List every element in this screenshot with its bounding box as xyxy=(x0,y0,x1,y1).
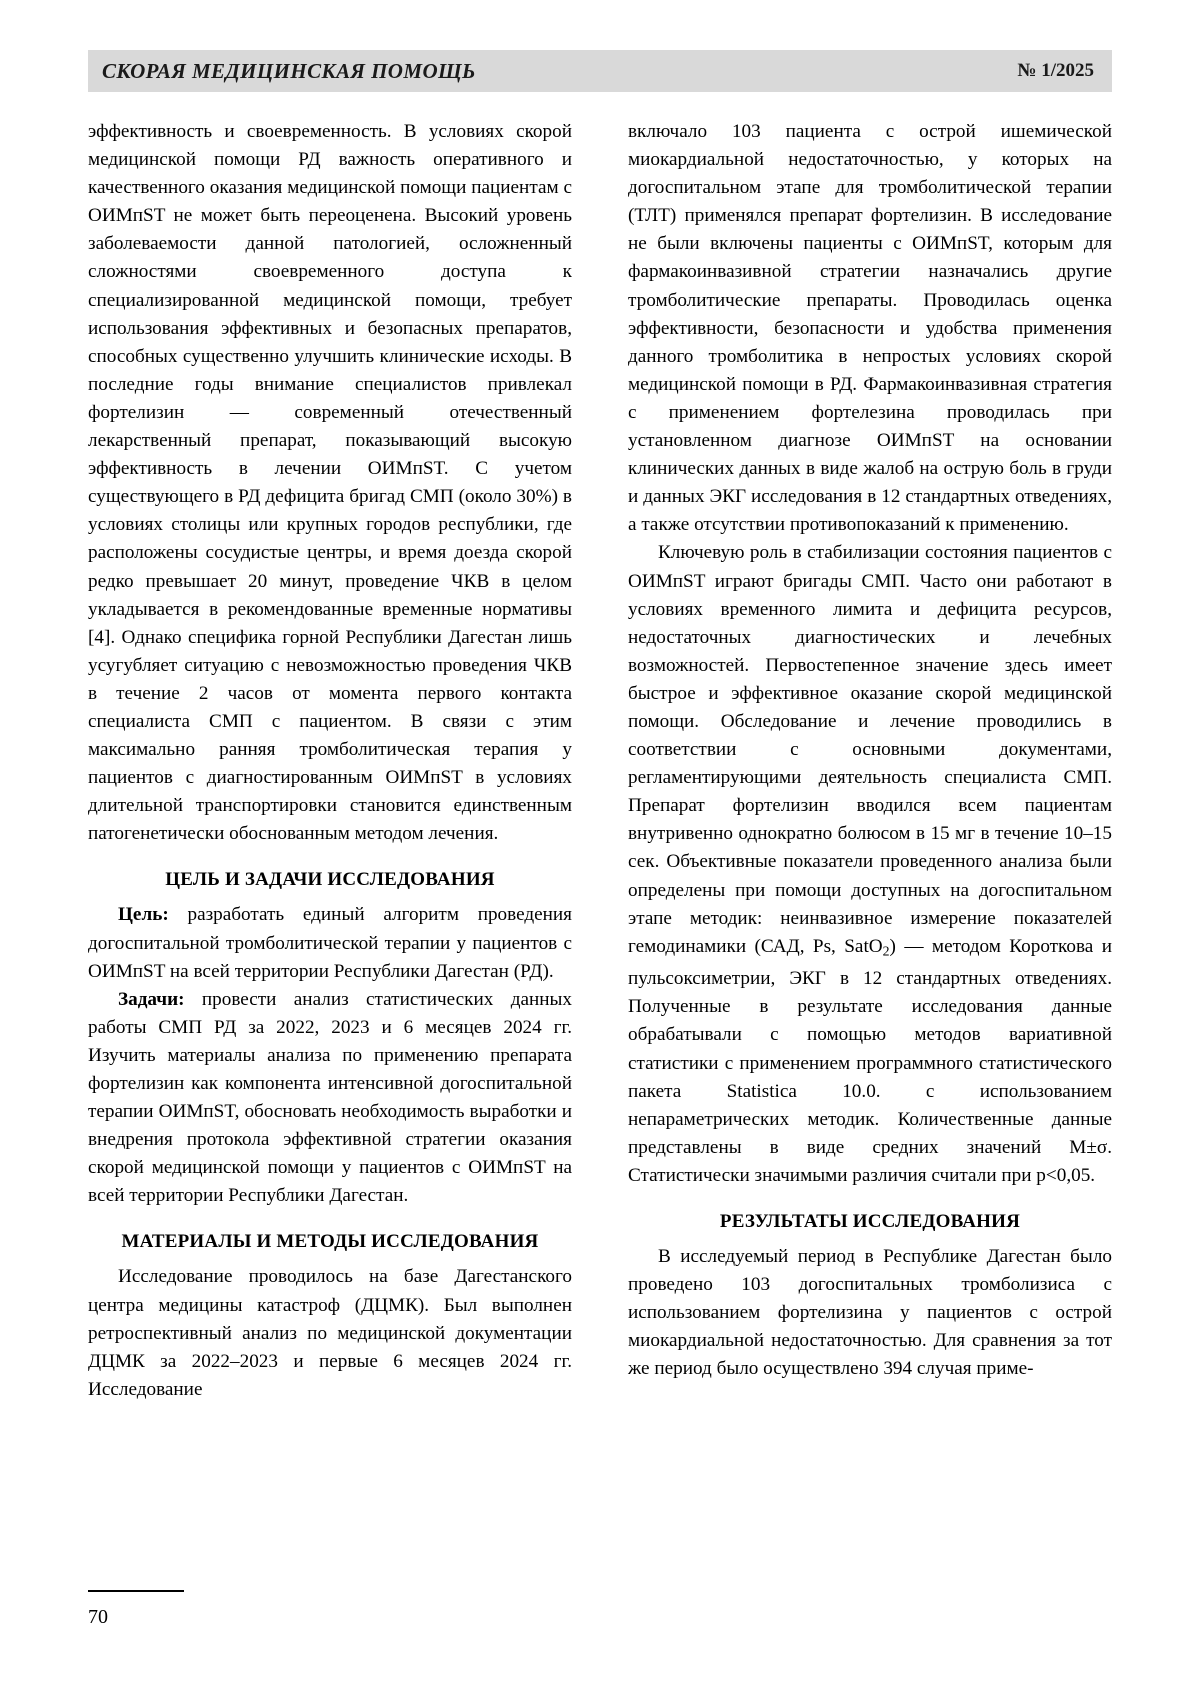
heading-results: РЕЗУЛЬТАТЫ ИССЛЕДОВАНИЯ xyxy=(719,1211,1021,1233)
left-column xyxy=(88,118,572,1404)
right-column xyxy=(628,118,1112,1404)
sato2-subscript: 2 xyxy=(882,943,890,959)
tasks-text: провести анализ статистических данных работы СМП РД за 2022, 2023 и 6 месяцев 2024 гг. Изучить материалы анализа по применению препарата фортелизин как компонента интенсивной догоспитальной терапии ОИМпST, обосновать необходимость выработки и внедрения протокола эффективной стратегии оказания скорой медицинской помощи у пациентов с ОИМпST на всей территории Республики Дагестан. xyxy=(88,988,572,1207)
paragraph-continued: эффективность и своевременность. В условиях скорой медицинской помощи РД важность оперативного и качественного оказания медицинской помощи пациентам с ОИМпST не может быть переоценена. Высокий уровень заболеваемости данной патологией, осложненный сложностями своевременного доступа к специализированной медицинской помощи, требует использования эффективных и безопасных препаратов, способных существенно улучшить клинические исходы. В последние годы внимание специалистов привлекал фортелизин — современный отечественный лекарственный препарат, показывающий высокую эффективность в лечении ОИМпST. С учетом существующего в РД дефицита бригад СМП (около 30%) в условиях столицы или крупных городов республики, где расположены сосудистые центры, и время доезда скорой редко превышает 20 минут, проведение ЧКВ в целом укладывается в рекомендованные временные нормативы [4]. Однако специфика горной Республики Дагестан лишь усугубляет ситуацию с невозможностью проведения ЧКВ в течение 2 часов от момента первого контакта специалиста СМП с пациентом. В связи с этим максимально ранняя тромболитическая терапия у пациентов с диагностированным ОИМпST в условиях длительной транспортировки становится единственным патогенетически обоснованным методом лечения. xyxy=(88,121,572,845)
two-column-body xyxy=(88,118,1112,1404)
methods-text-part1: Ключевую роль в стабилизации состояния пациентов с ОИМпST играют бригады СМП. Часто они работают в условиях временного лимита и дефицита ресурсов, недостаточных диагностических и лечебных возможностей. Первостепенное значение здесь имеет быстрое и эффективное оказание скорой медицинской помощи. Обследование и лечение проводились в соответствии с основными документами, регламентирующими деятельность специалиста СМП. Препарат фортелизин вводился всем пациентам внутривенно однократно болюсом в 15 мг в течение 10–15 сек. Объективные показатели проведенного анализа были определены при помощи доступных на догоспитальном этапе методик: неинвазивное измерение показателей гемодинамики (САД, Ps, SatO xyxy=(628,542,1112,957)
paragraph-materials: Исследование проводилось на базе Дагестанского центра медицины катастроф (ДЦМК). Был выполнен ретроспективный анализ по медицинской документации ДЦМК за 2022–2023 и первые 6 месяцев 2024 гг. Исследование xyxy=(88,1266,572,1400)
heading-goal-and-tasks: ЦЕЛЬ И ЗАДАЧИ ИССЛЕДОВАНИЯ xyxy=(165,869,495,891)
page-header xyxy=(88,50,1112,92)
tasks-label: Задачи: xyxy=(118,988,185,1010)
paragraph-study-inclusion: включало 103 пациента с острой ишемической миокардиальной недостаточностью, у которых на догоспитальном этапе для тромболитической терапии (ТЛТ) применялся препарат фортелизин. В исследование не были включены пациенты с ОИМпST, которым для фармакоинвазивной стратегии назначались другие тромболитические препараты. Проводилась оценка эффективности, безопасности и удобства применения данного тромболитика в непростых условиях скорой медицинской помощи в РД. Фармакоинвазивная стратегия с применением фортелезина проводилась при установленном диагнозе ОИМпST на основании клинических данных в виде жалоб на острую боль в груди и данных ЭКГ исследования в 12 стандартных отведениях, а также отсутствии противопоказаний к применению. xyxy=(628,121,1112,536)
goal-label: Цель: xyxy=(118,904,169,926)
footer-divider xyxy=(88,1590,184,1592)
page-footer xyxy=(88,1590,1112,1629)
paragraph-results: В исследуемый период в Республике Дагестан было проведено 103 догоспитальных тромболизиса с использованием фортелизина у пациентов с острой миокардиальной недостаточностью. Для сравнения за тот же период было осуществлено 394 случая приме- xyxy=(628,1246,1112,1380)
goal-text: разработать единый алгоритм проведения догоспитальной тромболитической терапии у пациентов с ОИМпST на всей территории Республики Дагестан (РД). xyxy=(88,904,572,982)
paragraph-tasks xyxy=(88,986,572,1211)
heading-materials-and-methods: МАТЕРИАЛЫ И МЕТОДЫ ИССЛЕДОВАНИЯ xyxy=(121,1231,539,1253)
issue-number: № 1/2025 xyxy=(1017,60,1094,81)
paragraph-methods-detail xyxy=(628,539,1112,1190)
page-number: 70 xyxy=(88,1606,108,1628)
methods-text-part2: ) — методом Короткова и пульсоксиметрии, ЭКГ в 12 стандартных отведениях. Полученные в результате исследования данные обрабатывали с помощью методов вариативной статистики с применением программного статистического пакета Statistica 10.0. с использованием непараметрических методик. Количественные данные представлены в виде средних значений M±σ. Статистически значимыми различия считали при p<0,05. xyxy=(628,935,1112,1186)
paragraph-goal xyxy=(88,901,572,985)
journal-title: СКОРАЯ МЕДИЦИНСКАЯ ПОМОЩЬ xyxy=(102,58,476,83)
